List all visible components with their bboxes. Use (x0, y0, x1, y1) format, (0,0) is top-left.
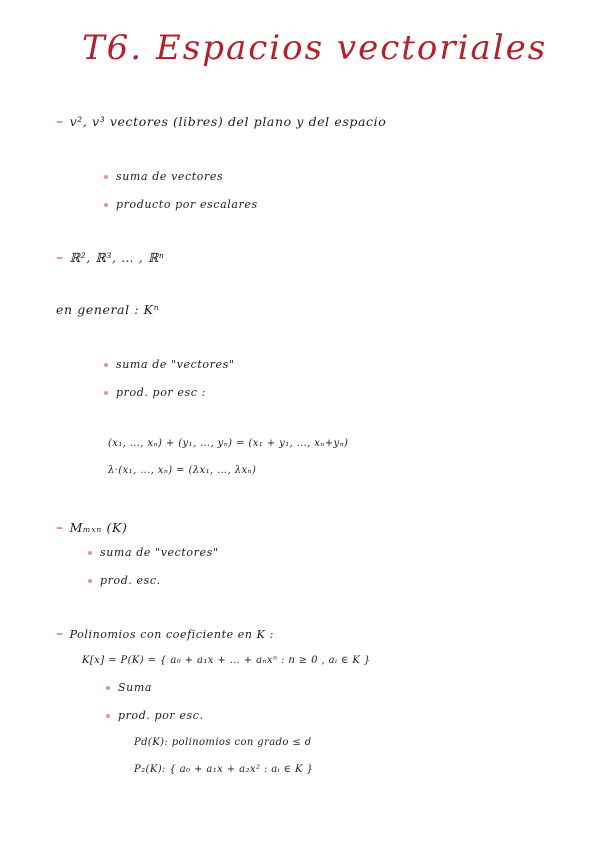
item-suma-vectores: suma de vectores (104, 170, 223, 183)
item-suma-vectores-2: suma de "vectores" (104, 358, 235, 371)
item-prod-esc-2: prod. por esc : (104, 386, 206, 399)
dot-bullet (104, 175, 108, 179)
definition-pd: Pd(K): polinomios con grado ≤ d (134, 737, 312, 748)
page-title: T6. Espacios vectoriales (82, 28, 548, 68)
dash-bullet: – (56, 114, 64, 130)
dot-bullet (104, 363, 108, 367)
dot-bullet (88, 551, 92, 555)
dot-bullet (104, 203, 108, 207)
dot-bullet (106, 714, 110, 718)
item-prod-esc-4: prod. por esc. (106, 709, 204, 722)
dash-bullet: – (56, 626, 64, 642)
item-en-general: en general : Kⁿ (56, 302, 160, 317)
item-rn: – ℝ², ℝ³, … , ℝⁿ (56, 250, 165, 266)
equation-suma: (x₁, …, xₙ) + (y₁, …, yₙ) = (x₁ + y₁, …, xₙ+yₙ) (108, 438, 349, 449)
equation-kx-definition: K[x] = P(K) = { a₀ + a₁x + … + aₙxⁿ : n ≥ 0 , aᵢ ∈ K } (82, 655, 371, 666)
dot-bullet (106, 686, 110, 690)
item-matrices: – Mₘₓₙ (K) (56, 520, 128, 536)
item-vectores-libres: – v², v³ vectores (libres) del plano y del espacio (56, 114, 387, 130)
definition-p2: P₂(K): { a₀ + a₁x + a₂x² : aᵢ ∈ K } (134, 764, 314, 775)
dash-bullet: – (56, 520, 64, 536)
item-prod-esc-3: prod. esc. (88, 574, 161, 587)
item-suma-polinomios: Suma (106, 681, 152, 694)
dash-bullet: – (56, 250, 64, 266)
dot-bullet (104, 391, 108, 395)
item-producto-escalares: producto por escalares (104, 198, 258, 211)
item-polinomios: – Polinomios con coeficiente en K : (56, 626, 274, 642)
dot-bullet (88, 579, 92, 583)
item-suma-vectores-3: suma de "vectores" (88, 546, 219, 559)
equation-producto: λ·(x₁, …, xₙ) = (λx₁, …, λxₙ) (108, 465, 257, 476)
